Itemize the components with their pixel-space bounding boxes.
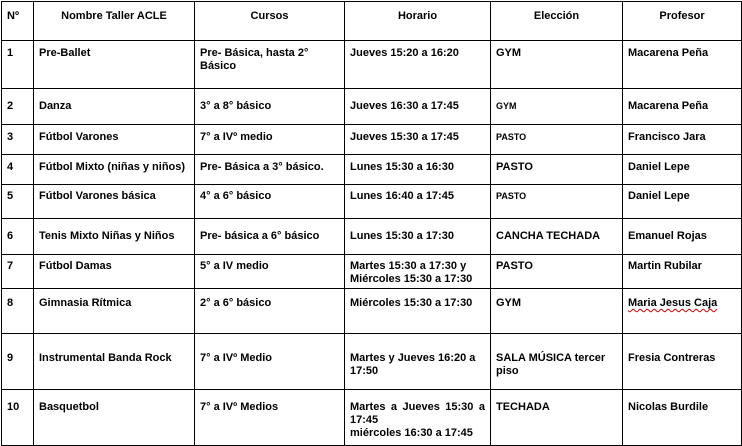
cell-taller: Gimnasia Rítmica (34, 289, 195, 334)
acle-workshops-table (1, 1, 742, 446)
horario-line: Martes a Jueves 15:30 a 17:45 (350, 401, 485, 426)
cell-taller: Tenis Mixto Niñas y Niños (34, 219, 195, 255)
cell-taller: Danza (34, 89, 195, 125)
cell-eleccion: TECHADA (491, 390, 623, 446)
cell-number: 10 (2, 390, 34, 446)
cell-number: 4 (2, 155, 34, 185)
cell-eleccion: GYM (491, 289, 623, 334)
cell-eleccion: PASTO (491, 255, 623, 289)
cell-eleccion: PASTO (491, 185, 623, 219)
header-taller: Nombre Taller ACLE (34, 2, 195, 41)
table-row (2, 255, 742, 289)
table-row (2, 390, 742, 446)
cell-number: 7 (2, 255, 34, 289)
cell-taller: Instrumental Banda Rock (34, 334, 195, 390)
header-horario: Horario (345, 2, 491, 41)
cell-eleccion: PASTO (491, 155, 623, 185)
cell-cursos: 5° a IV medio (195, 255, 345, 289)
cell-horario: Martes 15:30 a 17:30 y Miércoles 15:30 a 17:30 (345, 255, 491, 289)
cell-profesor: Emanuel Rojas (623, 219, 742, 255)
cell-horario: Lunes 15:30 a 17:30 (345, 219, 491, 255)
cell-horario: Martes y Jueves 16:20 a 17:50 (345, 334, 491, 390)
cell-profesor: Macarena Peña (623, 41, 742, 89)
header-number: Nº (2, 2, 34, 41)
table-row (2, 125, 742, 155)
cell-horario (345, 390, 491, 446)
cell-eleccion: GYM (491, 41, 623, 89)
cell-number: 6 (2, 219, 34, 255)
cell-cursos: 2° a 6° básico (195, 289, 345, 334)
cell-profesor: Francisco Jara (623, 125, 742, 155)
cell-cursos: 7° a IVº Medios (195, 390, 345, 446)
cell-taller: Pre-Ballet (34, 41, 195, 89)
header-cursos: Cursos (195, 2, 345, 41)
cell-taller: Fútbol Damas (34, 255, 195, 289)
cell-cursos: 4° a 6° básico (195, 185, 345, 219)
cell-number: 8 (2, 289, 34, 334)
header-row (2, 2, 742, 41)
cell-eleccion: GYM (491, 89, 623, 125)
cell-eleccion: PASTO (491, 125, 623, 155)
cell-horario: Jueves 15:20 a 16:20 (345, 41, 491, 89)
cell-horario: Jueves 16:30 a 17:45 (345, 89, 491, 125)
cell-eleccion: SALA MÚSICA tercer piso (491, 334, 623, 390)
cell-cursos: Pre- Básica, hasta 2° Básico (195, 41, 345, 89)
cell-number: 5 (2, 185, 34, 219)
cell-cursos: Pre- básica a 6° básico (195, 219, 345, 255)
cell-profesor: Nicolas Burdile (623, 390, 742, 446)
table-row (2, 219, 742, 255)
table-row (2, 41, 742, 89)
table-row (2, 185, 742, 219)
table-row (2, 289, 742, 334)
horario-line: miércoles 16:30 a 17:45 (350, 427, 473, 439)
cell-taller: Fútbol Varones (34, 125, 195, 155)
table-row (2, 89, 742, 125)
cell-taller: Fútbol Varones básica (34, 185, 195, 219)
cell-number: 3 (2, 125, 34, 155)
profesor-name-spellcheck: Maria Jesus Caja (628, 297, 718, 309)
table-row (2, 155, 742, 185)
cell-eleccion: CANCHA TECHADA (491, 219, 623, 255)
header-eleccion: Elección (491, 2, 623, 41)
cell-number: 1 (2, 41, 34, 89)
table-row (2, 334, 742, 390)
cell-profesor (623, 289, 742, 334)
cell-horario: Jueves 15:30 a 17:45 (345, 125, 491, 155)
header-profesor: Profesor (623, 2, 742, 41)
cell-number: 2 (2, 89, 34, 125)
cell-horario: Miércoles 15:30 a 17:30 (345, 289, 491, 334)
cell-cursos: 7° a IVº medio (195, 125, 345, 155)
cell-cursos: 3° a 8° básico (195, 89, 345, 125)
cell-profesor: Martin Rubilar (623, 255, 742, 289)
cell-profesor: Macarena Peña (623, 89, 742, 125)
cell-taller: Basquetbol (34, 390, 195, 446)
cell-horario: Lunes 16:40 a 17:45 (345, 185, 491, 219)
cell-number: 9 (2, 334, 34, 390)
cell-cursos: 7° a IVº Medio (195, 334, 345, 390)
cell-horario: Lunes 15:30 a 16:30 (345, 155, 491, 185)
cell-taller: Fútbol Mixto (niñas y niños) (34, 155, 195, 185)
cell-profesor: Fresia Contreras (623, 334, 742, 390)
cell-profesor: Daniel Lepe (623, 155, 742, 185)
cell-cursos: Pre- Básica a 3° básico. (195, 155, 345, 185)
cell-profesor: Daniel Lepe (623, 185, 742, 219)
